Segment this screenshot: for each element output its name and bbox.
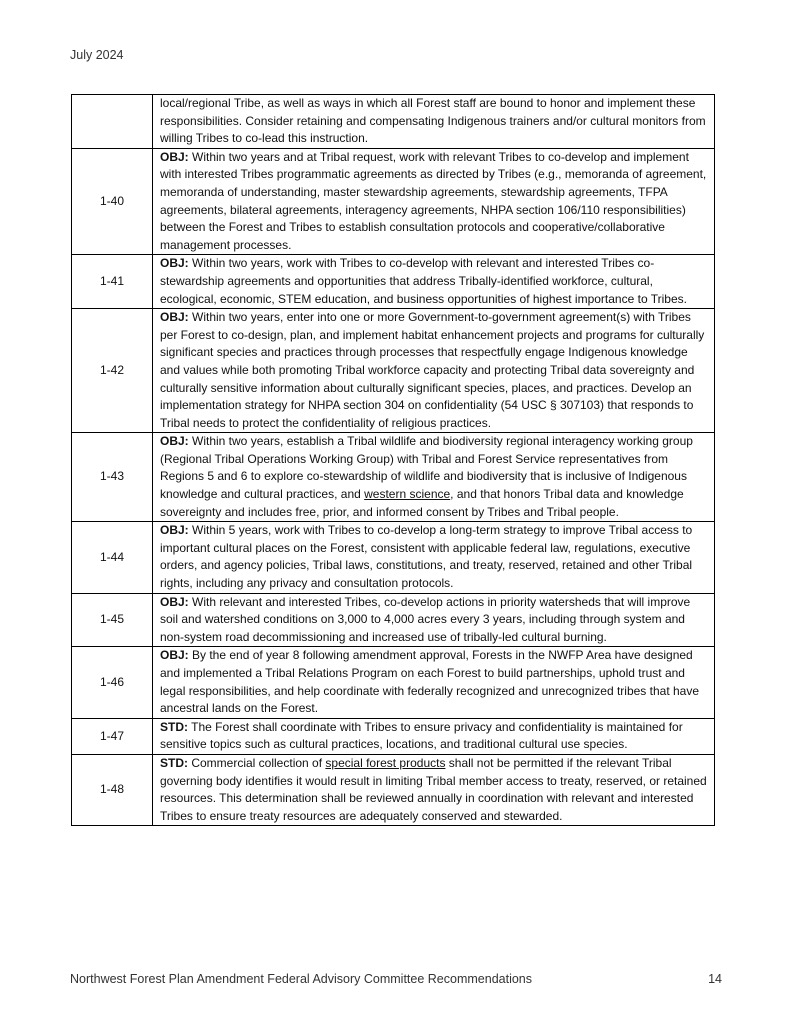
row-body: local/regional Tribe, as well as ways in which all Forest staff are bound to honor and implement these responsibilities. Consider retaining and compensating Indigenous trainers and/or cultural monitors from willing Tribes to co-lead this instruction.: [160, 96, 706, 146]
row-body: Within two years, work with Tribes to co-develop with relevant and interested Tribes co-stewardship agreements and opportunities that address Tribally-identified workforce, cultural, ecological, economic, STEM education, and business opportunities of highest importance to Tribes.: [160, 256, 687, 306]
page-number: 14: [708, 972, 722, 986]
row-label: OBJ:: [160, 256, 189, 271]
row-number: 1-40: [72, 148, 153, 255]
row-text: [153, 95, 715, 149]
table-row: [72, 309, 715, 433]
table-row: [72, 95, 715, 149]
row-body: By the end of year 8 following amendment approval, Forests in the NWFP Area have designed and implemented a Tribal Relations Program on each Forest to build partnerships, uphold trust and legal responsibilities, and help coordinate with federally recognized and unrecognized tribes that have ancestral lands on the Forest.: [160, 648, 700, 716]
row-label: OBJ:: [160, 523, 189, 538]
row-number: 1-43: [72, 433, 153, 522]
recommendations-table: [71, 94, 715, 826]
header-date: July 2024: [70, 48, 124, 62]
row-body-continued: shall not be permitted if the relevant Tribal governing body identifies it would result in limiting Tribal member access to treaty, reserved, or retained resources. This determination shall be reviewed annually in coordination with relevant and interested Tribes to ensure treaty resources are adequately conserved and stewarded.: [160, 755, 707, 823]
footer-title: Northwest Forest Plan Amendment Federal Advisory Committee Recommendations: [70, 972, 532, 986]
row-link[interactable]: special forest products: [325, 755, 446, 770]
row-number: 1-42: [72, 309, 153, 433]
row-label: OBJ:: [160, 434, 189, 449]
row-number: 1-45: [72, 593, 153, 647]
row-text: [153, 593, 715, 647]
row-number: 1-44: [72, 522, 153, 593]
row-label: OBJ:: [160, 594, 189, 609]
table-row: [72, 433, 715, 522]
row-number: 1-47: [72, 718, 153, 754]
row-number: [72, 95, 153, 149]
row-text: [153, 754, 715, 825]
table-row: [72, 718, 715, 754]
table-row: [72, 754, 715, 825]
table-row: [72, 148, 715, 255]
row-link[interactable]: western science: [364, 487, 451, 502]
row-text: [153, 148, 715, 255]
row-label: OBJ:: [160, 310, 189, 325]
row-text: [153, 647, 715, 718]
row-body: Commercial collection of: [188, 755, 326, 770]
table-row: [72, 522, 715, 593]
row-label: OBJ:: [160, 149, 189, 164]
row-number: 1-41: [72, 255, 153, 309]
row-label: OBJ:: [160, 648, 189, 663]
row-number: 1-46: [72, 647, 153, 718]
row-body: Within 5 years, work with Tribes to co-develop a long-term strategy to improve Tribal access to important cultural places on the Forest, consistent with applicable federal law, regulations, executive orders, and agency policies, Tribal laws, constitutions, and treaty, reserved, retained and other Tribal rights, including any privacy and consultation protocols.: [160, 523, 693, 591]
row-body: Within two years, enter into one or more Government-to-government agreement(s) with Tribes per Forest to co-design, plan, and implement habitat enhancement projects and programs for culturally significant species and practices through processes that respectfully engage Indigenous knowledge and values while both promoting Tribal workforce capacity and protecting Tribal data sovereignty and culturally sensitive information about culturally significant species, places, and practices. Develop an implementation strategy for NHPA section 304 on confidentiality (54 USC § 307103) that responds to Tribal needs to protect the confidentiality of religious practices.: [160, 310, 705, 430]
table-row: [72, 647, 715, 718]
row-label: STD:: [160, 719, 188, 734]
table-row: [72, 593, 715, 647]
row-text: [153, 522, 715, 593]
table-row: [72, 255, 715, 309]
row-body: With relevant and interested Tribes, co-develop actions in priority watersheds that will improve soil and watershed conditions on 3,000 to 4,000 acres every 3 years, including through system and non-system road decommissioning and increased use of tribally-led cultural burning.: [160, 594, 691, 644]
row-body: The Forest shall coordinate with Tribes to ensure privacy and confidentiality is maintained for sensitive topics such as cultural practices, locations, and traditional cultural use species.: [160, 719, 683, 752]
row-text: [153, 433, 715, 522]
row-body: Within two years, establish a Tribal wildlife and biodiversity regional interagency working group (Regional Tribal Operations Working Group) with Tribal and Forest Service representatives from Regions 5 and 6 to explore co-stewardship of wildlife and biodiversity that is inclusive of Indigenous knowledge and cultural practices, and: [160, 434, 693, 502]
row-body-continued: , and that honors Tribal data and knowledge sovereignty and includes free, prior, and informed consent by Tribes and Tribal people.: [160, 487, 684, 519]
row-body: Within two years and at Tribal request, work with relevant Tribes to co-develop and implement with interested Tribes programmatic agreements as directed by Tribes (e.g., memoranda of agreement, memoranda of understanding, master stewardship agreements, stewardship agreements, TFPA agreements, bilateral agreements, interagency agreements, NHPA section 106/110 responsibilities) between the Forest and Tribes to establish consultation protocols and cooperative/collaborative management processes.: [160, 149, 707, 252]
row-text: [153, 255, 715, 309]
row-text: [153, 718, 715, 754]
row-text: [153, 309, 715, 433]
row-number: 1-48: [72, 754, 153, 825]
row-label: STD:: [160, 755, 188, 770]
